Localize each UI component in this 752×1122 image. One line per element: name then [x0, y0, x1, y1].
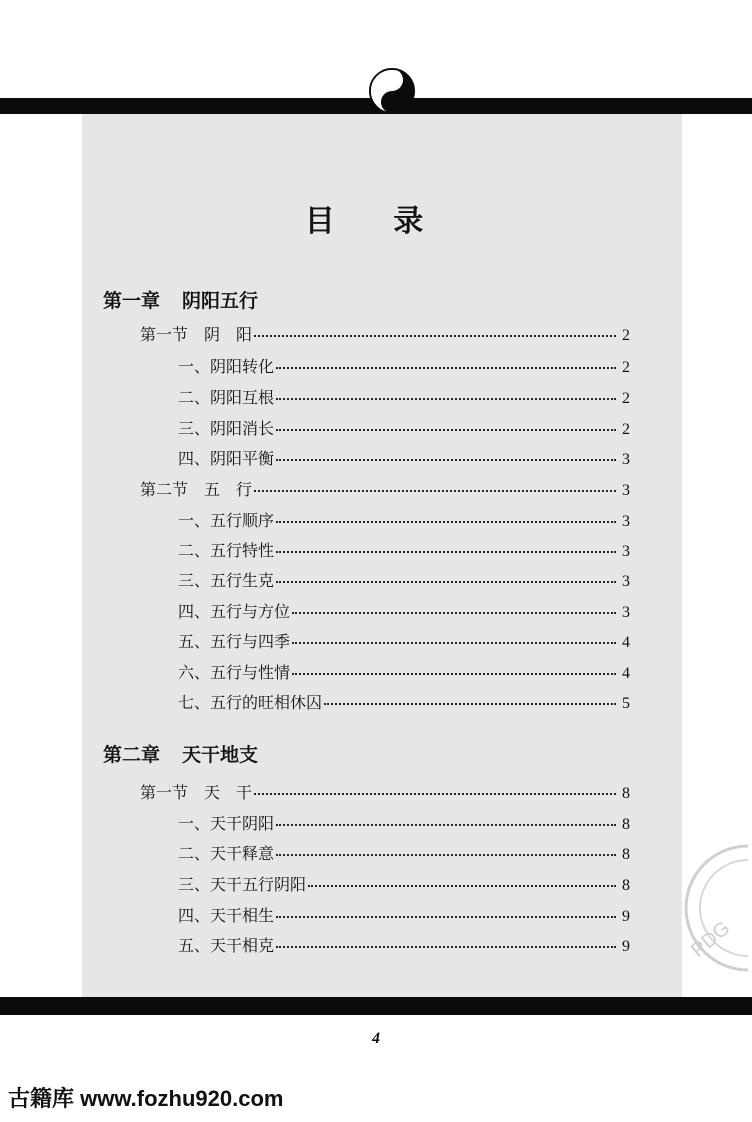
page-title: 目 录 — [304, 204, 448, 239]
toc-entry[interactable] — [178, 872, 630, 895]
chapter-number: 第二章 — [103, 744, 161, 766]
toc-label: 六、五行与性情 — [178, 663, 291, 682]
toc-entry[interactable] — [178, 538, 630, 561]
toc-label: 一、阴阳转化 — [178, 357, 275, 376]
toc-page: 9 — [622, 908, 630, 925]
leader-dots — [308, 885, 616, 887]
toc-page: 3 — [622, 482, 630, 499]
toc-label: 二、阴阳互根 — [178, 388, 275, 407]
toc-page: 3 — [622, 573, 630, 590]
toc-page: 8 — [622, 846, 630, 863]
toc-page: 3 — [622, 513, 630, 530]
toc-label: 三、五行生克 — [178, 571, 275, 590]
yin-yang-icon — [369, 68, 415, 114]
chapter-name: 天干地支 — [182, 744, 259, 766]
toc-label: 一、天干阴阳 — [178, 814, 275, 833]
leader-dots — [276, 367, 616, 369]
toc-page: 3 — [622, 604, 630, 621]
toc-label: 二、天干释意 — [178, 844, 275, 863]
pdg-watermark-stamp — [668, 838, 748, 978]
page-number: 4 — [372, 1030, 380, 1047]
leader-dots — [276, 429, 616, 431]
toc-page: 3 — [622, 543, 630, 560]
toc-label: 一、五行顺序 — [178, 511, 275, 530]
toc-label: 二、五行特性 — [178, 541, 275, 560]
leader-dots — [276, 398, 616, 400]
toc-entry[interactable] — [178, 354, 630, 377]
toc-entry[interactable] — [140, 322, 630, 345]
toc-entry[interactable] — [140, 780, 630, 803]
leader-dots — [292, 642, 616, 644]
toc-page: 3 — [622, 451, 630, 468]
toc-entry[interactable] — [178, 841, 630, 864]
toc-entry[interactable] — [178, 660, 630, 683]
toc-entry[interactable] — [178, 629, 630, 652]
toc-page: 9 — [622, 938, 630, 955]
toc-label: 四、阴阳平衡 — [178, 449, 275, 468]
leader-dots — [276, 459, 616, 461]
leader-dots — [276, 946, 616, 948]
toc-entry[interactable] — [178, 446, 630, 469]
site-watermark: 古籍库 www.fozhu920.com — [8, 1086, 284, 1111]
leader-dots — [292, 673, 616, 675]
chapter-heading — [103, 286, 258, 313]
leader-dots — [324, 703, 616, 705]
footer-rule — [0, 997, 752, 1015]
toc-entry[interactable] — [178, 903, 630, 926]
toc-label: 四、天干相生 — [178, 906, 275, 925]
leader-dots — [292, 612, 616, 614]
toc-entry[interactable] — [178, 599, 630, 622]
toc-page: 4 — [622, 634, 630, 651]
toc-page: 2 — [622, 421, 630, 438]
pdg-stamp-text: PDG — [687, 917, 735, 962]
chapter-heading — [103, 740, 258, 767]
toc-entry[interactable] — [178, 385, 630, 408]
toc-page: 2 — [622, 359, 630, 376]
toc-page: 2 — [622, 327, 630, 344]
toc-label: 第一节 阴 阳 — [140, 325, 253, 344]
toc-page: 2 — [622, 390, 630, 407]
toc-label: 五、五行与四季 — [178, 632, 291, 651]
chapter-number: 第一章 — [103, 290, 161, 312]
toc-page: 5 — [622, 695, 630, 712]
leader-dots — [254, 793, 616, 795]
toc-entry[interactable] — [178, 568, 630, 591]
leader-dots — [276, 551, 616, 553]
toc-label: 三、天干五行阴阳 — [178, 875, 307, 894]
toc-label: 第一节 天 干 — [140, 783, 253, 802]
toc-label: 第二节 五 行 — [140, 480, 253, 499]
toc-entry[interactable] — [178, 933, 630, 956]
toc-page: 8 — [622, 877, 630, 894]
leader-dots — [254, 490, 616, 492]
toc-page: 8 — [622, 816, 630, 833]
leader-dots — [276, 521, 616, 523]
chapter-name: 阴阳五行 — [182, 290, 259, 312]
toc-label: 五、天干相克 — [178, 936, 275, 955]
toc-entry[interactable] — [178, 690, 630, 713]
toc-label: 四、五行与方位 — [178, 602, 291, 621]
toc-page: 8 — [622, 785, 630, 802]
toc-entry[interactable] — [178, 416, 630, 439]
toc-entry[interactable] — [178, 508, 630, 531]
leader-dots — [276, 854, 616, 856]
leader-dots — [276, 824, 616, 826]
leader-dots — [276, 916, 616, 918]
toc-label: 三、阴阳消长 — [178, 419, 275, 438]
leader-dots — [254, 335, 616, 337]
toc-label: 七、五行的旺相休囚 — [178, 693, 323, 712]
toc-entry[interactable] — [178, 811, 630, 834]
toc-entry[interactable] — [140, 477, 630, 500]
toc-page: 4 — [622, 665, 630, 682]
leader-dots — [276, 581, 616, 583]
